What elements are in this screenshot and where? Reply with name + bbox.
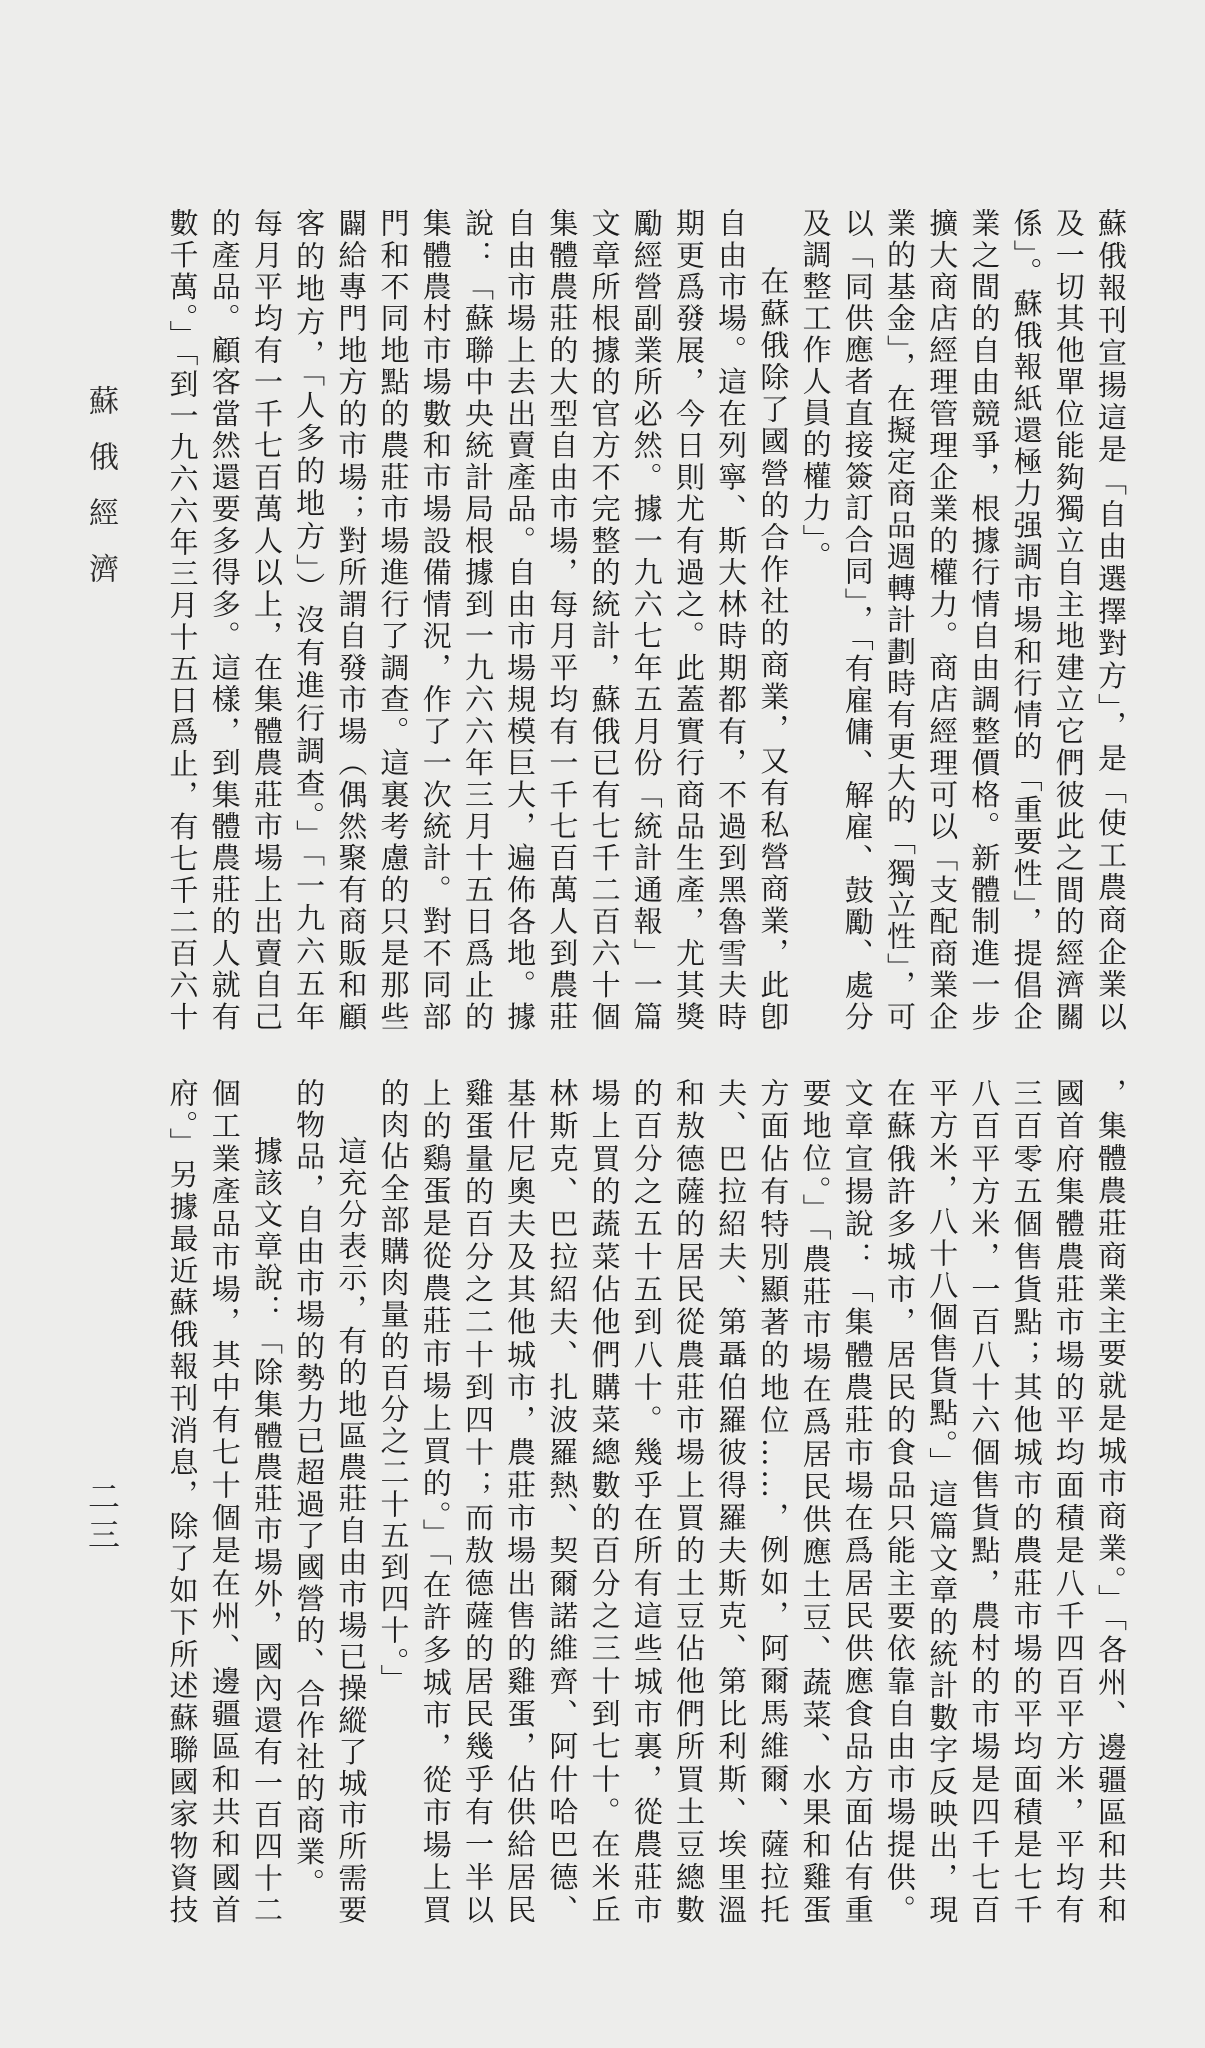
upper-text-block [160,208,1132,1033]
paragraph: 在蘇俄除了國營的合作社的商業，又有私營商業，此卽自由市場。這在列寧、斯大林時期都有，不過到黑魯雪夫時期更爲發展，今日則尤有過之。此蓋實行商品生產，尤其獎勵經營副業所必然。據一九六七年五月份「統計通報」一篇文章所根據的官方不完整的統計，蘇俄已有七千二百六十個集體農莊的大型自由市場，每月平均有一千七百萬人到農莊自由市場上去出賣產品。自由市場規模巨大，遍佈各地。據說：「蘇聯中央統計局根據到一九六六年三月十五日爲止的集體農村市場數和市場設備情況，作了一次統計。對不同部門和不同地點的農莊市場進行了調查。這裏考慮的只是那些闢給專門地方的市場；對所謂自發市場（偶然聚有商販和顧客的地方，「人多的地方」）沒有進行調查。」「一九六五年每月平均有一千七百萬人以上，在集體農莊市場上出賣自己的產品。顧客當然還要多得多。這樣，到集體農莊的人就有數千萬。」「到一九六六年三月十五日爲止，有七千二百六十 [165,208,791,1033]
paragraph: ，集體農莊商業主要就是城市商業。」「各州、邊疆區和共和國首府集體農莊市場的平均面積是八千四百平方米，平均有三百零五個售貨點；其他城市的農莊市場的平均面積是七千八百平方米，一百八十六個售貨點，農村的市場是四千七百平方米，八十八個售貨點。」這篇文章的統計數字反映出，現在蘇俄許多城市，居民的食品只能主要依靠自由市場提供。文章宣揚說：「集體農莊市場在爲居民供應食品方面佔有重要地位。」「農莊市場在爲居民供應土豆、蔬菜、水果和雞蛋方面佔有特別顯著的地位……，例如，阿爾馬維爾、薩拉托夫、巴拉紹夫、第聶伯羅彼得羅夫斯克、第比利斯、埃里溫和敖德薩的居民從農莊市場上買的土豆佔他們所買土豆總數的百分之五十五到八十。幾乎在所有這些城市裏，從農莊市場上買的蔬菜佔他們購菜總數的百分之三十到七十。在米丘林斯克、巴拉紹夫、扎波羅熱、契爾諾維齊、阿什哈巴德、基什尼奧夫及其他城市，農莊市場出售的雞蛋，佔供給居民雞蛋量的百分之二十到四十；而敖德薩的居民幾乎有一半以上的鷄蛋是從農莊市場上買的。」「在許多城市，從市場上買的肉佔全部購肉量的百分之二十五到四十。」 [376,1078,1128,1926]
paragraph: 這充分表示，有的地區農莊自由市場已操縱了城市所需要的物品，自由市場的勢力已超過了國營的、合作社的商業。 [292,1078,369,1926]
running-title: 蘇俄經濟 [83,385,118,609]
paragraph: 蘇俄報刊宣揚這是「自由選擇對方」，是「使工農商企業以及一切其他單位能夠獨立自主地建立它們彼此之間的經濟關係」。蘇俄報紙還極力强調市場和行情的「重要性」，提倡企業之間的自由競爭，根據行情自由調整價格。新體制進一步擴大商店經理管理企業的權力。商店經理可以「支配商業企業的基金」，在擬定商品週轉計劃時有更大的「獨立性」，可以「同供應者直接簽訂合同」，「有雇傭、解雇、鼓勵、處分及調整工作人員的權力」。 [798,208,1128,1033]
paragraph: 據該文章說：「除集體農莊市場外，國內還有一百四十二個工業產品市場，其中有七十個是在州、邊疆區和共和國首府。」另據最近蘇俄報刊消息，除了如下所述蘇聯國家物資技 [165,1078,284,1926]
page-number: 二三 [83,1480,121,1556]
lower-text-block [160,1078,1132,1926]
